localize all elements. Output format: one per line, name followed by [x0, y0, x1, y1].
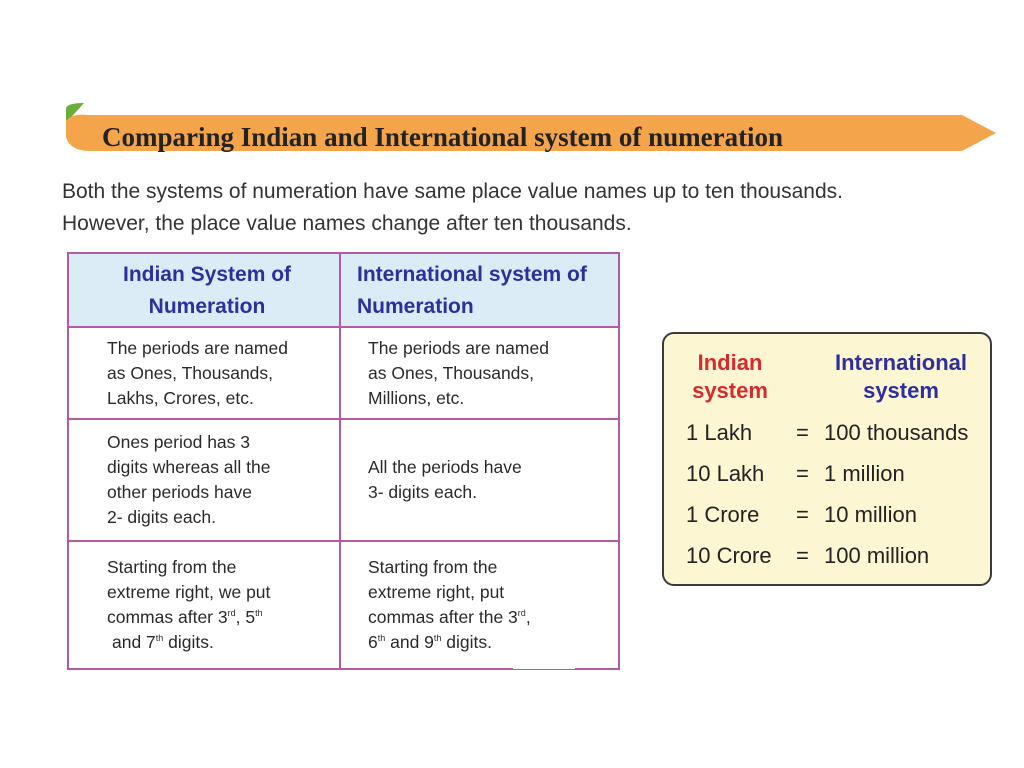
cell-line: Lakhs, Crores, etc. — [107, 387, 254, 408]
indian-value: 10 Crore — [686, 543, 772, 568]
cell-line: as Ones, Thousands, — [368, 362, 535, 383]
equals-sign: = — [796, 543, 809, 568]
cell-line: as Ones, Thousands, — [107, 362, 274, 383]
cell-line: extreme right, put — [368, 582, 505, 602]
table-row — [68, 327, 619, 419]
cell-line: All the periods have — [368, 457, 522, 477]
international-value: 10 million — [824, 502, 917, 527]
cell-line: Starting from the — [368, 557, 498, 577]
ordinal-suffix: th — [255, 608, 263, 618]
comparison-table — [67, 252, 620, 670]
conversion-header-international: International system — [834, 350, 967, 403]
text-run: commas after 3 — [107, 607, 228, 627]
section-title: Comparing Indian and International system of numeration — [102, 122, 784, 152]
cell-line — [107, 605, 331, 630]
cell-indian-digits — [68, 419, 340, 541]
cell-international-commas — [340, 541, 619, 669]
conversion-row — [664, 541, 990, 571]
cell-line: The periods are named — [368, 337, 549, 358]
cell-line — [368, 605, 610, 630]
cell-indian-commas — [68, 541, 340, 669]
ordinal-suffix: rd — [517, 608, 526, 618]
indian-value: 10 Lakh — [686, 461, 765, 486]
intro-text — [62, 176, 1002, 240]
text-run: 6 — [368, 632, 378, 652]
cell-line: 2- digits each. — [107, 507, 216, 527]
indian-value: 1 Crore — [686, 502, 760, 527]
cell-line: extreme right, we put — [107, 582, 271, 602]
international-value: 100 million — [824, 543, 930, 568]
table-row — [68, 419, 619, 541]
ordinal-suffix: rd — [227, 608, 236, 618]
header-international-system: International system of Numeration — [340, 253, 619, 327]
table-row — [68, 541, 619, 669]
equals-sign: = — [796, 420, 809, 445]
ordinal-suffix: th — [155, 633, 164, 643]
conversion-row — [664, 500, 990, 530]
conversion-row — [664, 418, 990, 448]
text-run: commas after the 3 — [368, 607, 518, 627]
section-banner — [62, 103, 998, 165]
cell-line: 3- digits each. — [368, 482, 477, 502]
conversion-row — [664, 459, 990, 489]
text-run: digits. — [163, 632, 214, 652]
cell-international-digits — [340, 419, 619, 541]
border-gap — [513, 661, 575, 669]
header-indian-system: Indian System of Numeration — [68, 253, 340, 327]
cell-line: Starting from the — [107, 557, 237, 577]
cell-line: Ones period has 3 — [107, 432, 251, 452]
conversion-box — [662, 332, 992, 586]
cell-international-periods — [340, 327, 619, 419]
cell-line — [107, 630, 331, 655]
indian-value: 1 Lakh — [686, 420, 753, 445]
equals-sign: = — [796, 502, 809, 527]
cell-line — [368, 630, 610, 655]
ordinal-suffix: th — [433, 633, 442, 643]
cell-indian-periods — [68, 327, 340, 419]
text-run: digits. — [441, 632, 492, 652]
equals-sign: = — [796, 461, 809, 486]
cell-line: digits whereas all the — [107, 457, 271, 477]
table-header-row — [68, 253, 619, 327]
text-run: and 7 — [112, 632, 156, 652]
intro-line-2: However, the place value names change after ten thousands. — [62, 212, 632, 235]
text-run: , 5 — [235, 607, 256, 627]
international-value: 100 thousands — [824, 420, 969, 445]
cell-line: other periods have — [107, 482, 252, 502]
intro-line-1: Both the systems of numeration have same place value names up to ten thousands. — [62, 180, 843, 203]
text-run: and 9 — [385, 632, 434, 652]
cell-line: Millions, etc. — [368, 387, 465, 408]
conversion-header-indian: Indian system — [692, 350, 768, 403]
cell-line: The periods are named — [107, 337, 288, 358]
ordinal-suffix: th — [377, 633, 386, 643]
text-run: , — [525, 607, 531, 627]
international-value: 1 million — [824, 461, 905, 486]
